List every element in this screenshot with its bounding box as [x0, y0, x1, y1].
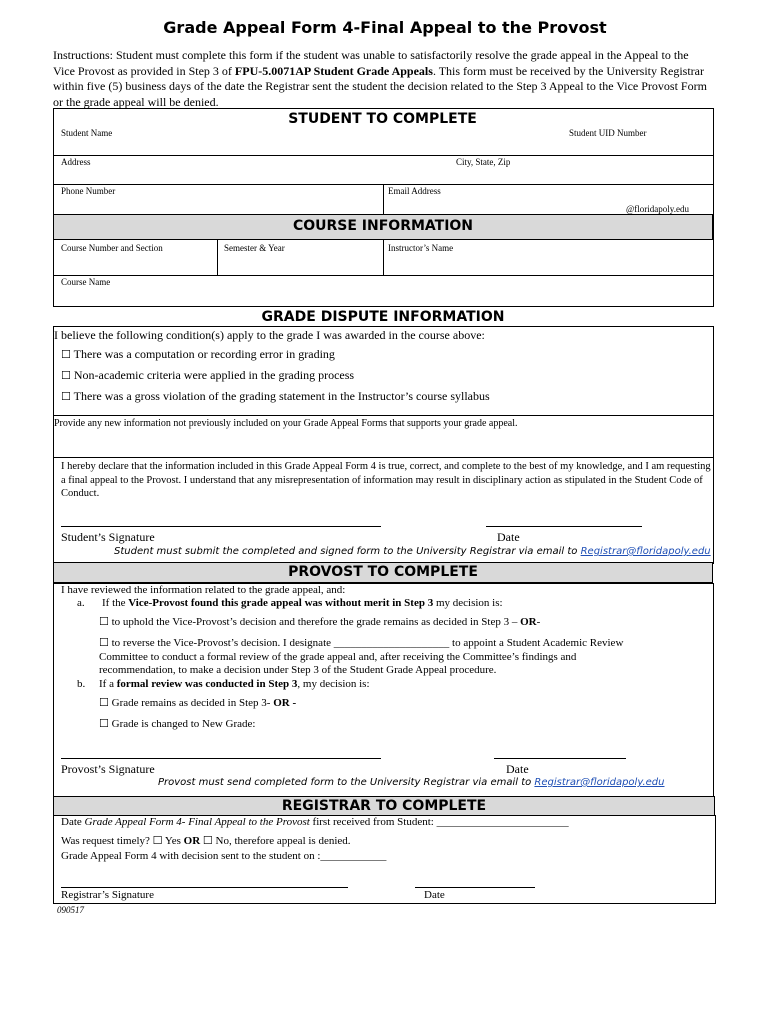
email-field[interactable]: [386, 196, 622, 212]
option-label: There was a computation or recording error in grading: [73, 347, 335, 361]
provost-signature-line[interactable]: [61, 758, 381, 759]
course-section-header: COURSE INFORMATION: [53, 214, 713, 240]
email-domain: @floridapoly.edu: [626, 204, 689, 214]
text: to uphold the Vice-Provost’s decision and therefore the grade remains as decided in Step 3 –: [111, 616, 521, 628]
checkbox-icon[interactable]: ☐: [99, 717, 109, 730]
instructions-text-end: . This form must be received by the University Registrar within five (5) business days of the date the Registrar sent the student the decision related to the Step 3 Appeal to the Vice Provost Form or the grade appeal will be denied.: [53, 63, 707, 109]
text: Grade remains as decided in Step 3-: [111, 697, 274, 709]
provost-a-reverse-line2: Committee to conduct a formal review of the grade appeal and, after receiving the Committee’s findings and: [99, 651, 577, 663]
instructions-policy: FPU-5.0071AP Student Grade Appeals: [234, 63, 433, 78]
course-number-label: Course Number and Section: [61, 243, 163, 253]
submit-note-text: Student must submit the completed and signed form to the University Registrar via email to: [114, 546, 581, 557]
instructor-name-field[interactable]: [386, 254, 708, 272]
address-field[interactable]: [55, 167, 445, 183]
text: to reverse the Vice-Provost’s decision. I designate _____________________ to appoint a Student Academic Review: [111, 637, 624, 649]
student-section-header: STUDENT TO COMPLETE: [288, 111, 477, 127]
address-label: Address: [61, 157, 91, 167]
provost-section-header: PROVOST TO COMPLETE: [53, 562, 713, 583]
city-state-zip-label: City, State, Zip: [456, 157, 511, 167]
course-name-field[interactable]: [55, 287, 705, 303]
new-info-field[interactable]: [56, 432, 706, 454]
provost-a-uphold-option[interactable]: [99, 615, 540, 628]
student-name-field[interactable]: [55, 138, 555, 154]
text: -: [536, 616, 541, 628]
student-submit-note: [114, 546, 711, 557]
instructions-text: Instructions: Student must complete this form if the student was unable to satisfactorily resolve the grade appeal in the Appeal to the Vice Provost as provided in Step 3 of: [53, 48, 689, 78]
provost-a-reverse-option[interactable]: [99, 636, 623, 649]
provost-signature-label: Provost’s Signature: [61, 762, 155, 776]
registrar-date-line[interactable]: [415, 887, 535, 888]
semester-year-label: Semester & Year: [224, 243, 285, 253]
text-bold: OR: [520, 616, 537, 628]
student-date-line[interactable]: [486, 526, 642, 527]
provost-b-changed-option[interactable]: [99, 717, 255, 730]
divider: [53, 457, 713, 458]
submit-note-text: Provost must send completed form to the University Registrar via email to: [158, 777, 535, 788]
registrar-section-header: REGISTRAR TO COMPLETE: [53, 796, 715, 816]
dispute-section-header: GRADE DISPUTE INFORMATION: [261, 309, 505, 325]
registrar-received-line: [61, 816, 569, 828]
checkbox-icon[interactable]: ☐: [61, 390, 71, 403]
checkbox-icon[interactable]: ☐: [99, 636, 109, 649]
registrar-sent-line: Grade Appeal Form 4 with decision sent to the student on :____________: [61, 850, 387, 862]
dispute-option-non-academic[interactable]: [61, 368, 354, 383]
divider: [383, 184, 384, 214]
divider: [53, 415, 713, 416]
divider: [53, 155, 713, 156]
student-signature-label: Student’s Signature: [61, 530, 155, 544]
email-label: Email Address: [388, 186, 441, 196]
provost-b-condition: [99, 678, 370, 690]
dispute-option-computation[interactable]: [61, 347, 335, 362]
text: Was request timely?: [61, 835, 153, 847]
registrar-email-link[interactable]: Registrar@floridapoly.edu: [580, 546, 711, 557]
registrar-email-link[interactable]: Registrar@floridapoly.edu: [534, 777, 665, 788]
provost-submit-note: [158, 777, 664, 788]
registrar-signature-label: Registrar’s Signature: [61, 889, 154, 901]
registrar-timely-line: [61, 834, 351, 847]
course-name-label: Course Name: [61, 277, 111, 287]
provost-a-reverse-line3: recommendation, to make a decision under Step 3 of the Student Grade Appeal procedure.: [99, 664, 497, 676]
text-bold: Vice-Provost found this grade appeal was without merit in Step 3: [128, 597, 434, 609]
provost-a-condition: [102, 597, 503, 609]
text-italic: Grade Appeal Form 4- Final Appeal to the Provost: [84, 816, 310, 828]
text-bold: OR: [183, 835, 201, 847]
option-label: There was a gross violation of the grading statement in the Instructor’s course syllabus: [73, 389, 490, 403]
checkbox-icon[interactable]: ☐: [152, 834, 163, 847]
text-bold: formal review was conducted in Step 3: [116, 678, 298, 690]
yes-label: Yes: [162, 835, 184, 847]
text-bold: OR -: [273, 697, 297, 709]
course-number-field[interactable]: [55, 254, 215, 272]
city-state-zip-field[interactable]: [452, 167, 707, 183]
new-info-label: Provide any new information not previously included on your Grade Appeal Forms that supports your grade appeal.: [54, 418, 518, 429]
provost-b-remains-option[interactable]: [99, 696, 296, 709]
instructor-name-label: Instructor’s Name: [388, 243, 454, 253]
page-title: Grade Appeal Form 4-Final Appeal to the Provost: [163, 18, 607, 37]
student-uid-label: Student UID Number: [569, 128, 647, 138]
no-label: No, therefore appeal is denied.: [212, 835, 351, 847]
student-uid-field[interactable]: [565, 138, 705, 154]
checkbox-icon[interactable]: ☐: [61, 369, 71, 382]
provost-intro: I have reviewed the information related to the grade appeal, and:: [61, 584, 346, 596]
checkbox-icon[interactable]: ☐: [99, 615, 109, 628]
student-name-label: Student Name: [61, 128, 113, 138]
text: Grade is changed to New Grade:: [111, 718, 256, 730]
provost-a-marker: a.: [77, 597, 85, 609]
checkbox-icon[interactable]: ☐: [99, 696, 109, 709]
provost-date-line[interactable]: [494, 758, 626, 759]
text: If the: [102, 597, 129, 609]
checkbox-icon[interactable]: ☐: [61, 348, 71, 361]
text: first received from Student: ________________________: [309, 816, 569, 828]
provost-date-label: Date: [506, 762, 529, 776]
declaration-text: I hereby declare that the information included in this Grade Appeal Form 4 is true, correct, and complete to the best of my knowledge, and I am requesting a final appeal to the Provost. I understand that any misrepresentation of information may result in disciplinary action as stipulated in the Student Code of Conduct.: [61, 461, 711, 499]
student-date-label: Date: [497, 530, 520, 544]
divider: [53, 275, 713, 276]
option-label: Non-academic criteria were applied in the grading process: [73, 368, 355, 382]
text: , my decision is:: [297, 678, 370, 690]
text: my decision is:: [433, 597, 503, 609]
divider: [383, 240, 384, 275]
instructions: [53, 48, 713, 110]
text: Date: [61, 816, 85, 828]
dispute-option-syllabus[interactable]: [61, 389, 490, 404]
checkbox-icon[interactable]: ☐: [202, 834, 213, 847]
registrar-signature-line[interactable]: [61, 887, 348, 888]
form-version-code: 090517: [57, 905, 84, 915]
student-signature-line[interactable]: [61, 526, 381, 527]
semester-year-field[interactable]: [220, 254, 380, 272]
registrar-date-label: Date: [424, 889, 445, 901]
text: If a: [99, 678, 117, 690]
divider: [217, 240, 218, 275]
phone-field[interactable]: [55, 196, 380, 212]
phone-label: Phone Number: [61, 186, 116, 196]
provost-b-marker: b.: [77, 678, 86, 690]
dispute-intro: I believe the following condition(s) apply to the grade I was awarded in the course above:: [54, 328, 485, 342]
